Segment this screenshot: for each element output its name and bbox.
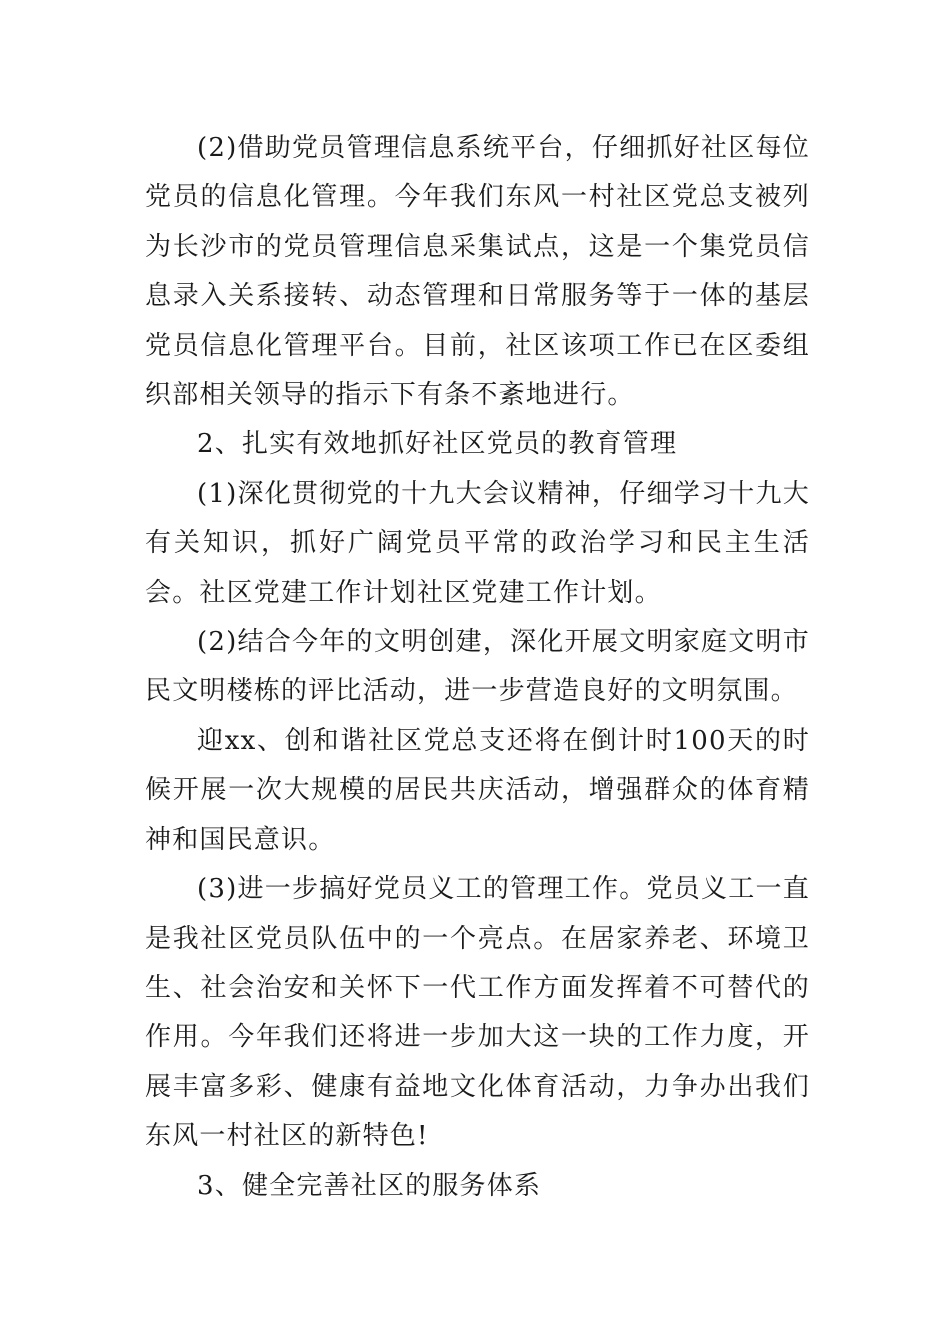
paragraph-party-info-system: (2)借助党员管理信息系统平台，仔细抓好社区每位党员的信息化管理。今年我们东风一村社区党总支被列为长沙市的党员管理信息采集试点，这是一个集党员信息录入关系接转、动态管理和日常服务等于一体的基层党员信息化管理平台。目前，社区该项工作已在区委组织部相关领导的指示下有条不紊地进行。 [145, 133, 810, 411]
heading-service-system: 3、健全完善社区的服务体系 [197, 1170, 542, 1201]
paragraph-nineteenth-congress: (1)深化贯彻党的十九大会议精神，仔细学习十九大有关知识，抓好广阔党员平常的政治学习和民主生活会。社区党建工作计划社区党建工作计划。 [145, 478, 810, 608]
document-body [145, 124, 810, 1211]
paragraph-celebration-activity: 迎xx、创和谐社区党总支还将在倒计时100天的时候开展一次大规模的居民共庆活动，增强群众的体育精神和国民意识。 [145, 725, 810, 855]
paragraph-volunteer-management: (3)进一步搞好党员义工的管理工作。党员义工一直是我社区党员队伍中的一个亮点。在居家养老、环境卫生、社会治安和关怀下一代工作方面发挥着不可替代的作用。今年我们还将进一步加大这一块的工作力度，开展丰富多彩、健康有益地文化体育活动，力争办出我们东风一村社区的新特色! [145, 874, 810, 1152]
heading-education-management: 2、扎实有效地抓好社区党员的教育管理 [197, 429, 678, 460]
paragraph-civilization-creation: (2)结合今年的文明创建，深化开展文明家庭文明市民文明楼栋的评比活动，进一步营造良好的文明氛围。 [145, 627, 810, 707]
